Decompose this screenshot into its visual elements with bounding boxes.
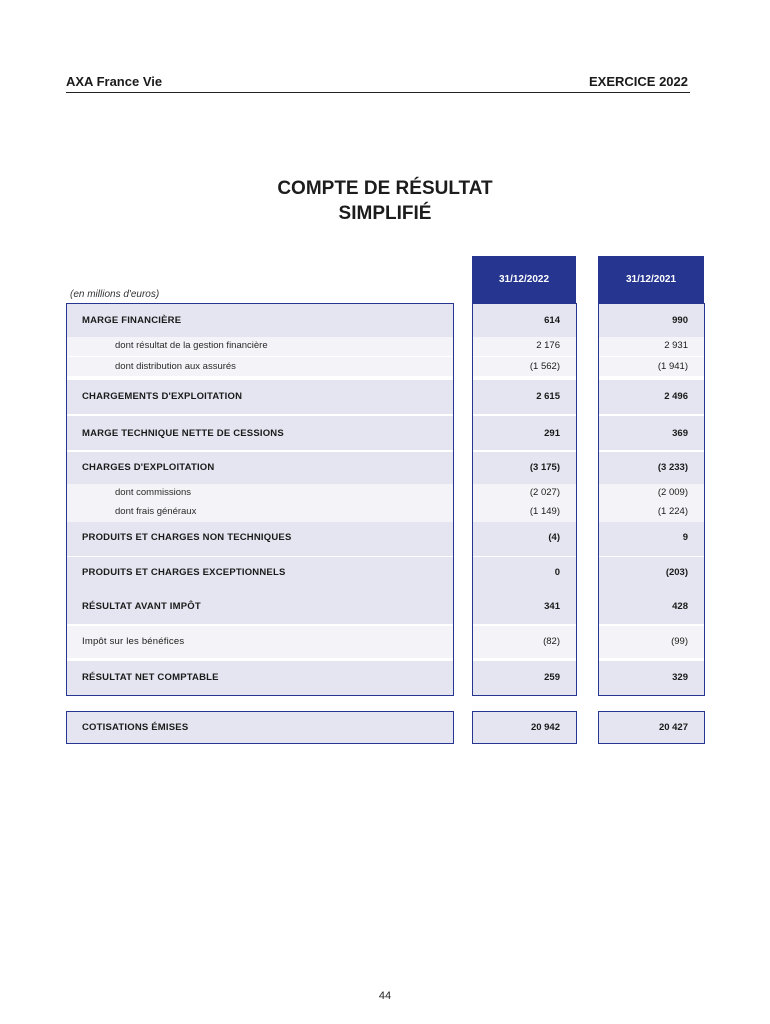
row-label: dont frais généraux (115, 506, 197, 517)
value-2021: 369 (672, 428, 688, 439)
value-2021: (3 233) (657, 462, 688, 473)
value-2021: 2 931 (664, 340, 688, 351)
row-label: CHARGEMENTS D'EXPLOITATION (82, 391, 243, 402)
row-label: dont commissions (115, 487, 192, 498)
value-2021: 2 496 (664, 391, 688, 402)
value-2022: 614 (544, 315, 560, 326)
page-number: 44 (378, 990, 392, 1002)
row-label: MARGE FINANCIÈRE (82, 315, 182, 326)
exercise-label: EXERCICE 2022 (589, 74, 688, 89)
title-line-2: SIMPLIFIÉ (338, 203, 432, 224)
row-label: COTISATIONS ÉMISES (82, 722, 189, 733)
company-name: AXA France Vie (66, 74, 163, 89)
row-label: RÉSULTAT AVANT IMPÔT (82, 601, 201, 612)
value-2022: 0 (554, 567, 560, 578)
column-header-2021: 31/12/2021 (598, 256, 704, 304)
value-2022: (4) (548, 532, 560, 543)
value-2022: (3 175) (529, 462, 560, 473)
value-2022: 2 176 (536, 340, 560, 351)
value-2021: (1 224) (657, 506, 688, 517)
row-label: CHARGES D'EXPLOITATION (82, 462, 215, 473)
value-2022: 2 615 (536, 391, 560, 402)
value-2021: (1 941) (657, 361, 688, 372)
value-2022: 291 (544, 428, 560, 439)
column-header-2022: 31/12/2022 (472, 256, 576, 304)
value-2022: (1 149) (529, 506, 560, 517)
value-2021: 329 (672, 672, 688, 683)
row-label: dont résultat de la gestion financière (115, 340, 268, 351)
row-label: RÉSULTAT NET COMPTABLE (82, 672, 219, 683)
value-2021: (99) (671, 636, 688, 647)
value-2022: 341 (544, 601, 560, 612)
value-2022: (2 027) (529, 487, 560, 498)
value-2021: 990 (672, 315, 688, 326)
title-line-1: COMPTE DE RÉSULTAT (277, 178, 493, 199)
value-2021: (2 009) (657, 487, 688, 498)
page-title (0, 176, 770, 226)
value-2021: 20 427 (658, 722, 688, 733)
value-2021: 428 (672, 601, 688, 612)
row-label: Impôt sur les bénéfices (82, 636, 185, 647)
row-label: dont distribution aux assurés (115, 361, 236, 372)
value-2021: 9 (682, 532, 688, 543)
value-2021: (203) (665, 567, 688, 578)
value-2022: 259 (544, 672, 560, 683)
row-label: MARGE TECHNIQUE NETTE DE CESSIONS (82, 428, 284, 439)
row-label: PRODUITS ET CHARGES EXCEPTIONNELS (82, 567, 286, 578)
unit-note: (en millions d'euros) (70, 289, 160, 300)
value-2022: (1 562) (529, 361, 560, 372)
page-header (66, 72, 690, 93)
value-2022: 20 942 (530, 722, 560, 733)
row-label: PRODUITS ET CHARGES NON TECHNIQUES (82, 532, 292, 543)
value-2022: (82) (543, 636, 560, 647)
